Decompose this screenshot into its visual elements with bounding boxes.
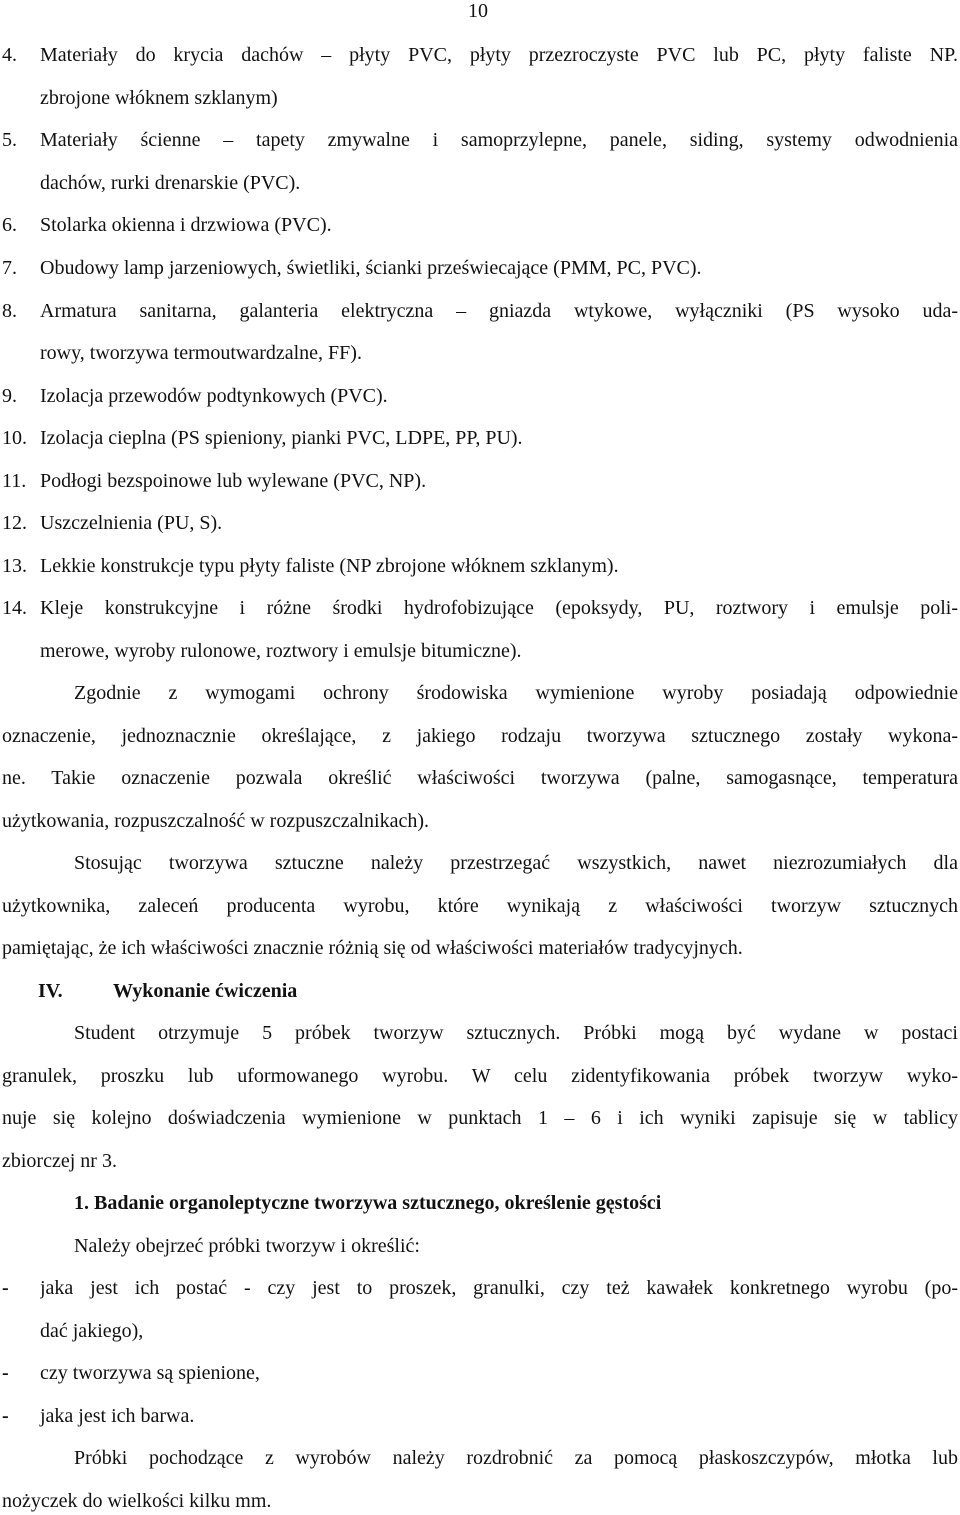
list-item-number: 9.: [2, 385, 17, 407]
list-item-number: 5.: [2, 129, 17, 151]
list-item-text: zbrojone włóknem szklanym): [40, 87, 278, 109]
page-number: 10: [468, 0, 488, 22]
list-item-text: Obudowy lamp jarzeniowych, świetliki, ścianki przeświecające (PMM, PC, PVC).: [40, 257, 702, 279]
dash-bullet: -: [2, 1277, 9, 1299]
paragraph-line: pamiętając, że ich właściwości znacznie różnią się od właściwości materiałów tradycyjnych.: [2, 937, 743, 959]
paragraph-line: ne. Takie oznaczenie pozwala określić właściwości tworzywa (palne, samogasnące, temperatura: [2, 767, 958, 789]
paragraph-line: granulek, proszku lub uformowanego wyrobu. W celu zidentyfikowania próbek tworzyw wyko-: [2, 1065, 958, 1087]
list-item-number: 6.: [2, 214, 17, 236]
list-item-text: Izolacja cieplna (PS spieniony, pianki PVC, LDPE, PP, PU).: [40, 427, 523, 449]
list-item-number: 13.: [2, 555, 27, 577]
dash-item-text: dać jakiego),: [40, 1320, 144, 1342]
dash-item-text: jaka jest ich barwa.: [40, 1405, 195, 1427]
dash-item-text: czy tworzywa są spienione,: [40, 1362, 260, 1384]
paragraph-line: zbiorczej nr 3.: [2, 1150, 117, 1172]
section-numeral: IV.: [38, 980, 63, 1002]
paragraph-line: użytkownika, zaleceń producenta wyrobu, które wynikają z właściwości tworzyw sztucznych: [2, 895, 958, 917]
list-item-text: rowy, tworzywa termoutwardzalne, FF).: [40, 342, 362, 364]
list-item-number: 10.: [2, 427, 27, 449]
paragraph-line: nuje się kolejno doświadczenia wymienione w punktach 1 – 6 i ich wyniki zapisuje się w tablicy: [2, 1107, 958, 1129]
dash-bullet: -: [2, 1405, 9, 1427]
list-item-text: Lekkie konstrukcje typu płyty faliste (NP zbrojone włóknem szklanym).: [40, 555, 619, 577]
paragraph-line: Stosując tworzywa sztuczne należy przestrzegać wszystkich, nawet niezrozumiałych dla: [74, 852, 958, 874]
paragraph-line: użytkowania, rozpuszczalność w rozpuszczalnikach).: [2, 810, 430, 832]
paragraph-line: Student otrzymuje 5 próbek tworzyw sztucznych. Próbki mogą być wydane w postaci: [74, 1022, 958, 1044]
list-item-number: 8.: [2, 300, 17, 322]
paragraph-line: Zgodnie z wymogami ochrony środowiska wymienione wyroby posiadają odpowiednie: [74, 682, 958, 704]
list-item-text: Podłogi bezspoinowe lub wylewane (PVC, NP).: [40, 470, 427, 492]
list-item-number: 12.: [2, 512, 27, 534]
paragraph-line: nożyczek do wielkości kilku mm.: [2, 1490, 272, 1512]
list-item-text: merowe, wyroby rulonowe, roztwory i emulsje bitumiczne).: [40, 640, 522, 662]
paragraph-line: Próbki pochodzące z wyrobów należy rozdrobnić za pomocą płaskoszczypów, młotka lub: [74, 1447, 958, 1469]
list-item-number: 4.: [2, 44, 17, 66]
paragraph-line: Należy obejrzeć próbki tworzyw i określić:: [74, 1235, 420, 1257]
list-item-text: Kleje konstrukcyjne i różne środki hydrofobizujące (epoksydy, PU, roztwory i emulsje poli-: [40, 597, 958, 619]
subsection-title: 1. Badanie organoleptyczne tworzywa sztucznego, określenie gęstości: [74, 1192, 662, 1214]
dash-item-text: jaka jest ich postać - czy jest to proszek, granulki, czy też kawałek konkretnego wyrobu (po-: [40, 1277, 958, 1299]
section-title: Wykonanie ćwiczenia: [113, 980, 298, 1002]
list-item-text: Izolacja przewodów podtynkowych (PVC).: [40, 385, 388, 407]
dash-bullet: -: [2, 1362, 9, 1384]
list-item-text: Materiały do krycia dachów – płyty PVC, płyty przezroczyste PVC lub PC, płyty faliste NP.: [40, 44, 958, 66]
list-item-text: Armatura sanitarna, galanteria elektryczna – gniazda wtykowe, wyłączniki (PS wysoko uda-: [40, 300, 958, 322]
list-item-text: Stolarka okienna i drzwiowa (PVC).: [40, 214, 332, 236]
list-item-text: Materiały ścienne – tapety zmywalne i samoprzylepne, panele, siding, systemy odwodnienia: [40, 129, 958, 151]
list-item-text: Uszczelnienia (PU, S).: [40, 512, 223, 534]
list-item-number: 14.: [2, 597, 27, 619]
list-item-number: 7.: [2, 257, 17, 279]
list-item-number: 11.: [2, 470, 27, 492]
list-item-text: dachów, rurki drenarskie (PVC).: [40, 172, 301, 194]
paragraph-line: oznaczenie, jednoznacznie określające, z jakiego rodzaju tworzywa sztucznego zostały wykona-: [2, 725, 958, 747]
